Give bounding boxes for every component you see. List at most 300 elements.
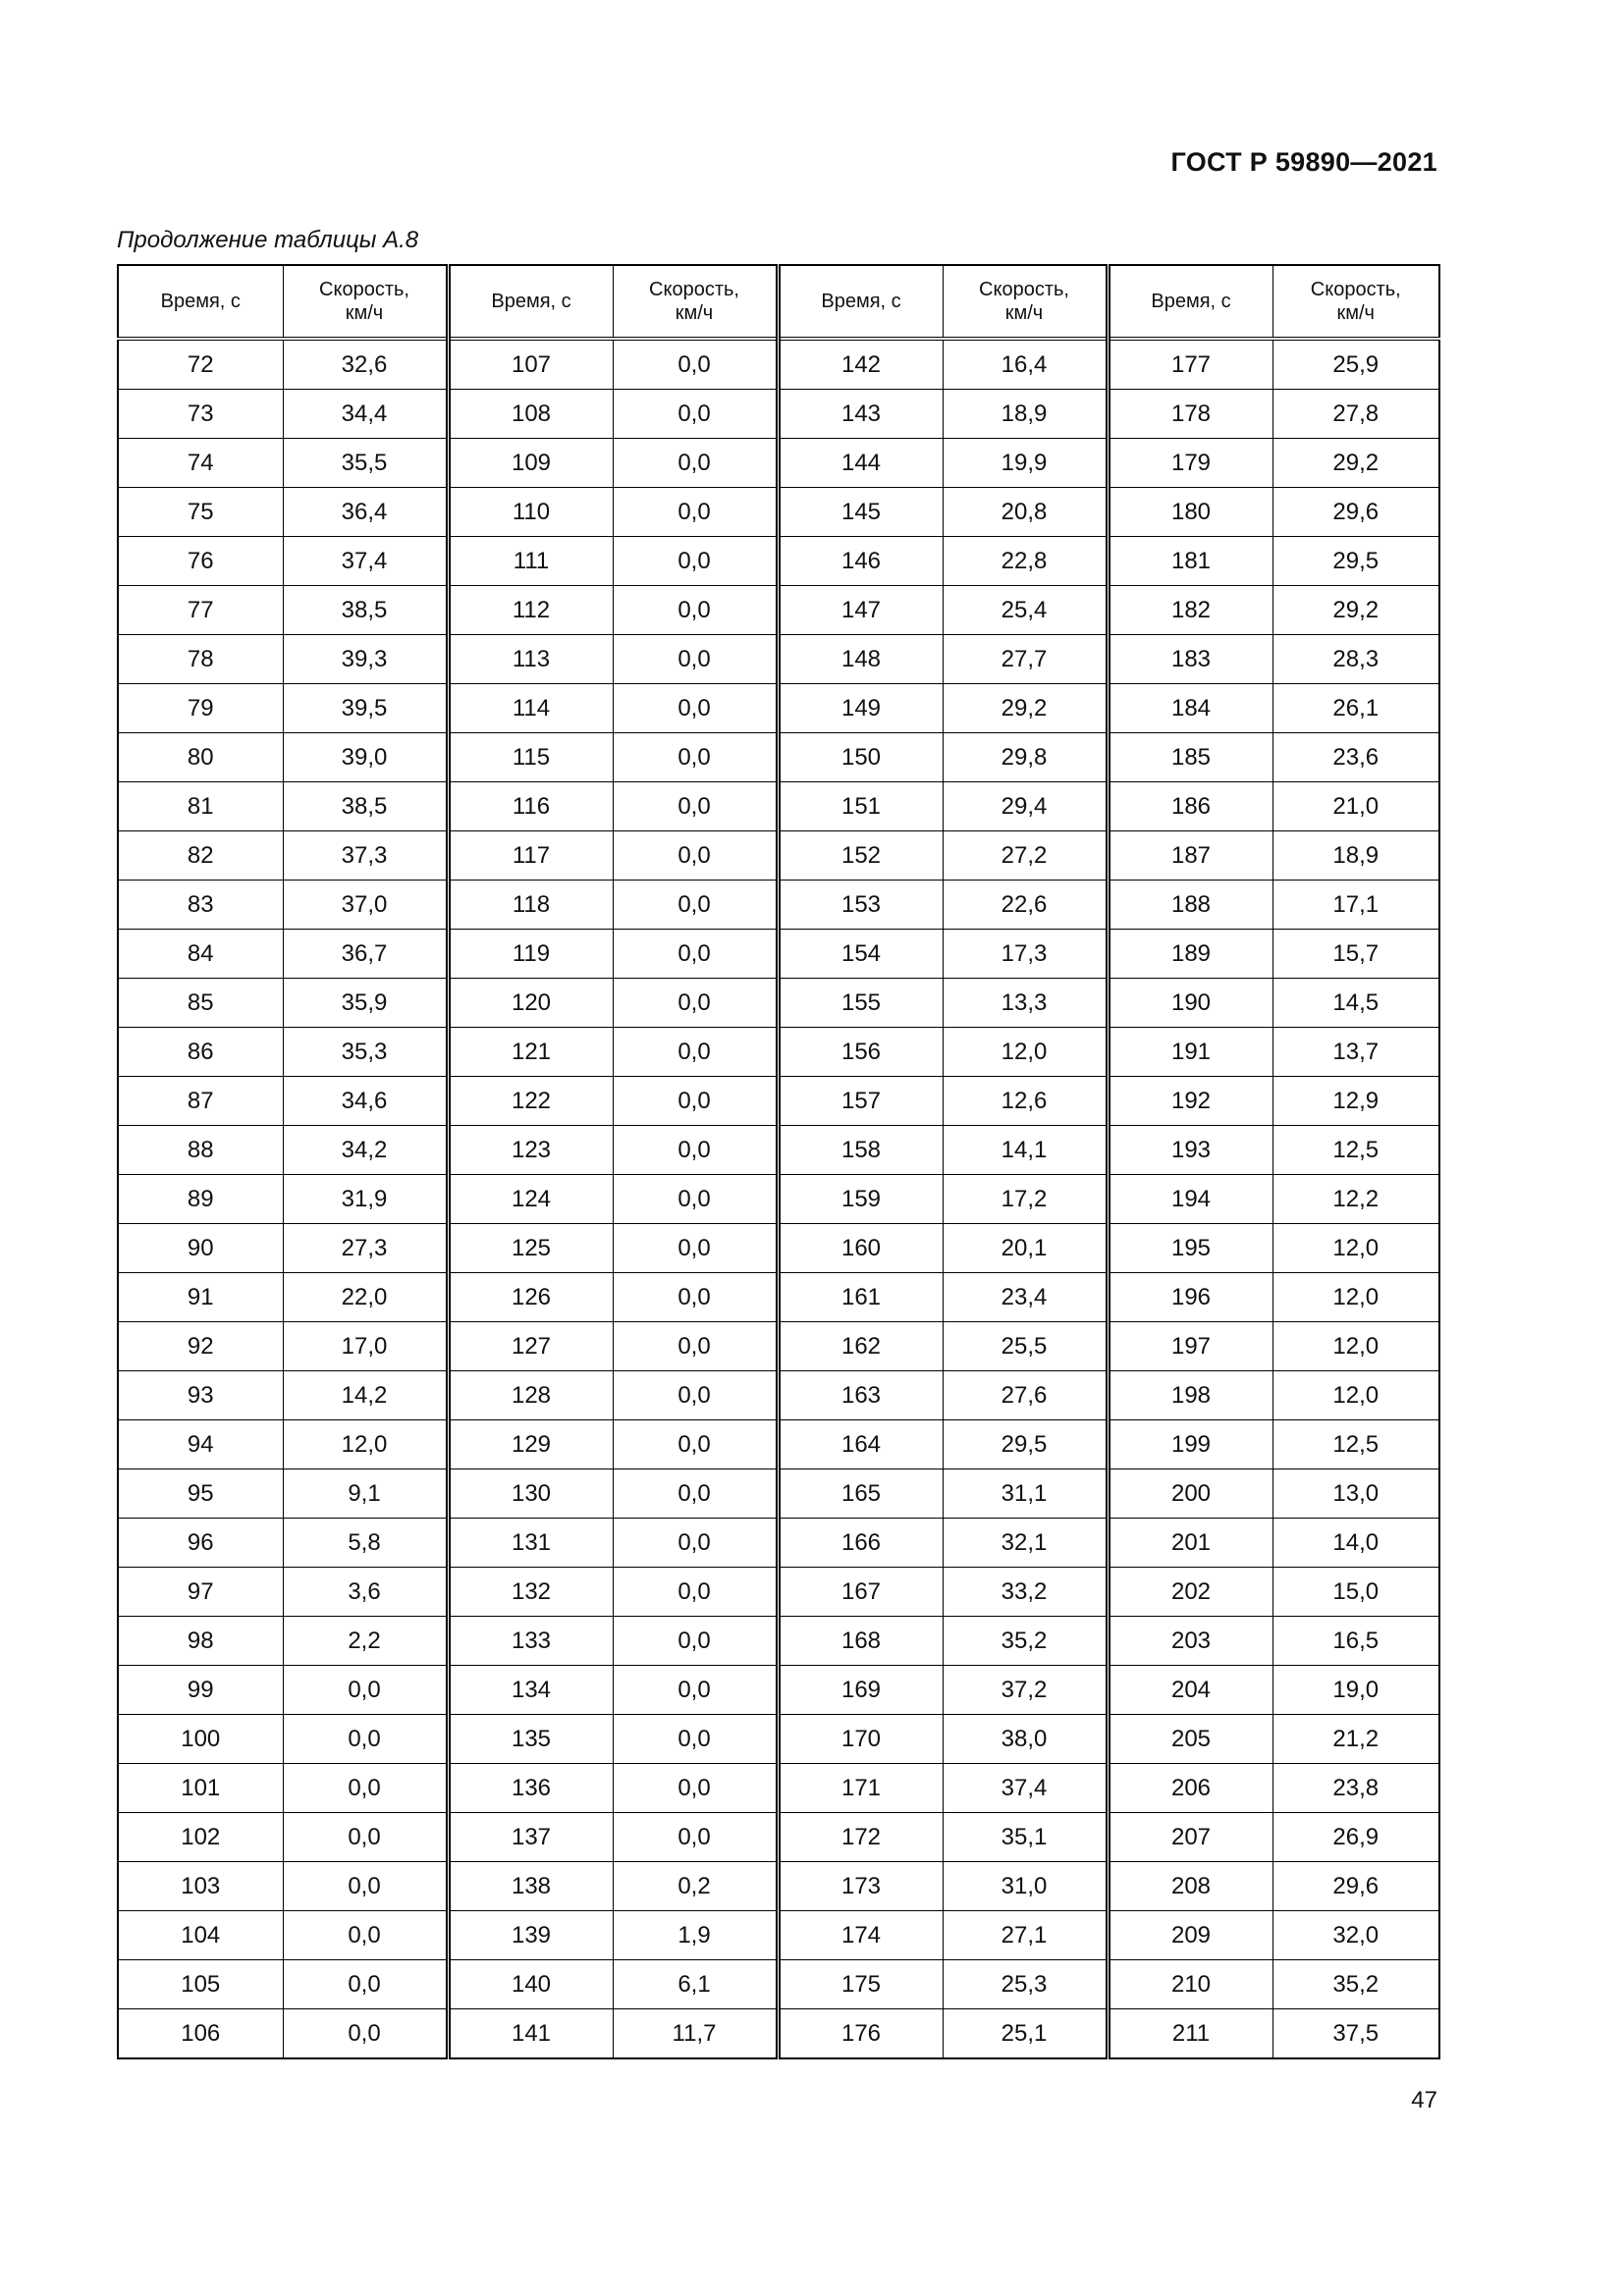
speed-cell: 0,0 (283, 1911, 448, 1960)
table-row (118, 1519, 1439, 1568)
time-cell: 125 (448, 1224, 613, 1273)
header-line: Скорость, (1310, 279, 1401, 300)
speed-cell: 12,0 (1272, 1273, 1439, 1322)
column-header-time: Время, с (778, 265, 943, 339)
time-cell: 90 (118, 1224, 283, 1273)
time-cell: 199 (1108, 1420, 1272, 1469)
table-row (118, 782, 1439, 831)
speed-cell: 29,2 (1272, 439, 1439, 488)
table-row (118, 930, 1439, 979)
time-cell: 137 (448, 1813, 613, 1862)
column-header-speed (283, 265, 448, 339)
table-row (118, 635, 1439, 684)
time-cell: 183 (1108, 635, 1272, 684)
time-cell: 88 (118, 1126, 283, 1175)
speed-cell: 37,5 (1272, 2009, 1439, 2059)
table-row (118, 979, 1439, 1028)
time-cell: 74 (118, 439, 283, 488)
time-cell: 159 (778, 1175, 943, 1224)
speed-cell: 0,0 (613, 782, 778, 831)
time-cell: 134 (448, 1666, 613, 1715)
speed-cell: 26,9 (1272, 1813, 1439, 1862)
speed-cell: 26,1 (1272, 684, 1439, 733)
time-cell: 182 (1108, 586, 1272, 635)
time-cell: 146 (778, 537, 943, 586)
table-row (118, 390, 1439, 439)
time-cell: 156 (778, 1028, 943, 1077)
speed-cell: 3,6 (283, 1568, 448, 1617)
time-cell: 152 (778, 831, 943, 881)
table-row (118, 439, 1439, 488)
speed-cell: 29,5 (943, 1420, 1108, 1469)
speed-cell: 17,3 (943, 930, 1108, 979)
speed-cell: 29,8 (943, 733, 1108, 782)
time-cell: 78 (118, 635, 283, 684)
time-cell: 94 (118, 1420, 283, 1469)
time-cell: 211 (1108, 2009, 1272, 2059)
time-cell: 197 (1108, 1322, 1272, 1371)
time-cell: 158 (778, 1126, 943, 1175)
time-cell: 181 (1108, 537, 1272, 586)
speed-cell: 25,1 (943, 2009, 1108, 2059)
speed-cell: 0,0 (613, 1273, 778, 1322)
speed-cell: 12,5 (1272, 1126, 1439, 1175)
speed-cell: 12,0 (1272, 1371, 1439, 1420)
time-cell: 135 (448, 1715, 613, 1764)
speed-cell: 35,3 (283, 1028, 448, 1077)
time-cell: 114 (448, 684, 613, 733)
time-cell: 117 (448, 831, 613, 881)
time-cell: 165 (778, 1469, 943, 1519)
time-cell: 133 (448, 1617, 613, 1666)
time-cell: 206 (1108, 1764, 1272, 1813)
time-cell: 179 (1108, 439, 1272, 488)
speed-time-table (117, 264, 1440, 2059)
time-cell: 193 (1108, 1126, 1272, 1175)
speed-cell: 29,5 (1272, 537, 1439, 586)
time-cell: 75 (118, 488, 283, 537)
speed-cell: 34,4 (283, 390, 448, 439)
time-cell: 122 (448, 1077, 613, 1126)
speed-cell: 36,4 (283, 488, 448, 537)
time-cell: 107 (448, 339, 613, 390)
speed-cell: 0,0 (283, 1862, 448, 1911)
speed-cell: 20,1 (943, 1224, 1108, 1273)
table-row (118, 1911, 1439, 1960)
speed-cell: 13,0 (1272, 1469, 1439, 1519)
header-unit: км/ч (675, 302, 714, 324)
speed-cell: 29,6 (1272, 488, 1439, 537)
time-cell: 148 (778, 635, 943, 684)
speed-cell: 0,0 (283, 1666, 448, 1715)
speed-cell: 39,3 (283, 635, 448, 684)
speed-cell: 9,1 (283, 1469, 448, 1519)
time-cell: 160 (778, 1224, 943, 1273)
speed-cell: 27,1 (943, 1911, 1108, 1960)
speed-cell: 0,0 (613, 979, 778, 1028)
speed-cell: 25,4 (943, 586, 1108, 635)
table-row (118, 537, 1439, 586)
speed-cell: 0,0 (613, 1028, 778, 1077)
speed-cell: 25,9 (1272, 339, 1439, 390)
time-cell: 174 (778, 1911, 943, 1960)
speed-cell: 18,9 (1272, 831, 1439, 881)
header-line: Скорость, (319, 279, 409, 300)
speed-cell: 17,0 (283, 1322, 448, 1371)
speed-cell: 16,5 (1272, 1617, 1439, 1666)
time-cell: 202 (1108, 1568, 1272, 1617)
speed-cell: 33,2 (943, 1568, 1108, 1617)
speed-cell: 13,7 (1272, 1028, 1439, 1077)
time-cell: 131 (448, 1519, 613, 1568)
header-unit: км/ч (345, 302, 384, 324)
speed-cell: 6,1 (613, 1960, 778, 2009)
speed-cell: 39,0 (283, 733, 448, 782)
table-row (118, 1617, 1439, 1666)
speed-cell: 35,2 (943, 1617, 1108, 1666)
speed-cell: 37,3 (283, 831, 448, 881)
speed-cell: 27,6 (943, 1371, 1108, 1420)
speed-cell: 14,1 (943, 1126, 1108, 1175)
table-row (118, 1175, 1439, 1224)
time-cell: 124 (448, 1175, 613, 1224)
speed-cell: 22,8 (943, 537, 1108, 586)
speed-cell: 35,2 (1272, 1960, 1439, 2009)
column-header-time: Время, с (118, 265, 283, 339)
time-cell: 162 (778, 1322, 943, 1371)
time-cell: 207 (1108, 1813, 1272, 1862)
time-cell: 201 (1108, 1519, 1272, 1568)
time-cell: 143 (778, 390, 943, 439)
time-cell: 120 (448, 979, 613, 1028)
speed-cell: 37,4 (943, 1764, 1108, 1813)
speed-cell: 12,0 (1272, 1224, 1439, 1273)
speed-cell: 38,5 (283, 586, 448, 635)
speed-cell: 0,0 (613, 1175, 778, 1224)
time-cell: 180 (1108, 488, 1272, 537)
time-cell: 132 (448, 1568, 613, 1617)
table-row (118, 1322, 1439, 1371)
time-cell: 208 (1108, 1862, 1272, 1911)
time-cell: 105 (118, 1960, 283, 2009)
time-cell: 72 (118, 339, 283, 390)
document-id: ГОСТ Р 59890—2021 (1170, 147, 1437, 177)
speed-cell: 12,9 (1272, 1077, 1439, 1126)
time-cell: 142 (778, 339, 943, 390)
page-number: 47 (1411, 2087, 1437, 2113)
time-cell: 154 (778, 930, 943, 979)
speed-cell: 0,0 (613, 488, 778, 537)
table-row (118, 881, 1439, 930)
time-cell: 83 (118, 881, 283, 930)
speed-cell: 0,0 (613, 537, 778, 586)
table-row (118, 1126, 1439, 1175)
column-header-speed (1272, 265, 1439, 339)
speed-cell: 18,9 (943, 390, 1108, 439)
speed-cell: 32,0 (1272, 1911, 1439, 1960)
time-cell: 164 (778, 1420, 943, 1469)
time-cell: 210 (1108, 1960, 1272, 2009)
time-cell: 103 (118, 1862, 283, 1911)
time-cell: 175 (778, 1960, 943, 2009)
speed-cell: 23,4 (943, 1273, 1108, 1322)
time-cell: 149 (778, 684, 943, 733)
time-cell: 198 (1108, 1371, 1272, 1420)
speed-cell: 29,4 (943, 782, 1108, 831)
time-cell: 140 (448, 1960, 613, 2009)
time-cell: 205 (1108, 1715, 1272, 1764)
time-cell: 121 (448, 1028, 613, 1077)
time-cell: 85 (118, 979, 283, 1028)
time-cell: 109 (448, 439, 613, 488)
speed-cell: 27,3 (283, 1224, 448, 1273)
table-row (118, 339, 1439, 390)
time-cell: 116 (448, 782, 613, 831)
time-cell: 96 (118, 1519, 283, 1568)
time-cell: 129 (448, 1420, 613, 1469)
column-header-time: Время, с (1108, 265, 1272, 339)
time-cell: 161 (778, 1273, 943, 1322)
time-cell: 102 (118, 1813, 283, 1862)
table-row (118, 1371, 1439, 1420)
speed-cell: 0,0 (613, 1764, 778, 1813)
speed-cell: 17,2 (943, 1175, 1108, 1224)
speed-cell: 12,2 (1272, 1175, 1439, 1224)
speed-cell: 21,0 (1272, 782, 1439, 831)
speed-cell: 12,0 (283, 1420, 448, 1469)
time-cell: 106 (118, 2009, 283, 2059)
time-cell: 191 (1108, 1028, 1272, 1077)
speed-cell: 32,1 (943, 1519, 1108, 1568)
speed-cell: 37,4 (283, 537, 448, 586)
time-cell: 84 (118, 930, 283, 979)
time-cell: 136 (448, 1764, 613, 1813)
speed-cell: 16,4 (943, 339, 1108, 390)
speed-cell: 31,1 (943, 1469, 1108, 1519)
table-row (118, 1028, 1439, 1077)
time-cell: 128 (448, 1371, 613, 1420)
table-row (118, 1077, 1439, 1126)
time-cell: 209 (1108, 1911, 1272, 1960)
time-cell: 141 (448, 2009, 613, 2059)
time-cell: 112 (448, 586, 613, 635)
speed-cell: 28,3 (1272, 635, 1439, 684)
speed-cell: 11,7 (613, 2009, 778, 2059)
speed-cell: 0,0 (613, 635, 778, 684)
time-cell: 77 (118, 586, 283, 635)
time-cell: 95 (118, 1469, 283, 1519)
speed-cell: 37,0 (283, 881, 448, 930)
time-cell: 190 (1108, 979, 1272, 1028)
time-cell: 147 (778, 586, 943, 635)
table-row (118, 1273, 1439, 1322)
header-line: Скорость, (649, 279, 739, 300)
time-cell: 186 (1108, 782, 1272, 831)
speed-cell: 37,2 (943, 1666, 1108, 1715)
table-row (118, 1224, 1439, 1273)
speed-cell: 34,6 (283, 1077, 448, 1126)
speed-cell: 14,5 (1272, 979, 1439, 1028)
time-cell: 192 (1108, 1077, 1272, 1126)
speed-cell: 22,6 (943, 881, 1108, 930)
time-cell: 100 (118, 1715, 283, 1764)
column-header-speed (943, 265, 1108, 339)
time-cell: 101 (118, 1764, 283, 1813)
table-row (118, 488, 1439, 537)
speed-cell: 0,0 (613, 1077, 778, 1126)
speed-cell: 36,7 (283, 930, 448, 979)
time-cell: 171 (778, 1764, 943, 1813)
time-cell: 195 (1108, 1224, 1272, 1273)
speed-cell: 32,6 (283, 339, 448, 390)
time-cell: 76 (118, 537, 283, 586)
speed-cell: 12,0 (1272, 1322, 1439, 1371)
speed-cell: 39,5 (283, 684, 448, 733)
speed-cell: 0,0 (613, 439, 778, 488)
speed-cell: 15,0 (1272, 1568, 1439, 1617)
time-cell: 185 (1108, 733, 1272, 782)
speed-cell: 0,0 (613, 390, 778, 439)
speed-cell: 0,0 (613, 1813, 778, 1862)
time-cell: 189 (1108, 930, 1272, 979)
table-row (118, 1420, 1439, 1469)
speed-cell: 12,0 (943, 1028, 1108, 1077)
time-cell: 173 (778, 1862, 943, 1911)
table-row (118, 1862, 1439, 1911)
speed-cell: 22,0 (283, 1273, 448, 1322)
speed-cell: 27,2 (943, 831, 1108, 881)
speed-cell: 0,0 (613, 930, 778, 979)
speed-cell: 5,8 (283, 1519, 448, 1568)
speed-cell: 0,0 (613, 1469, 778, 1519)
time-cell: 178 (1108, 390, 1272, 439)
speed-cell: 0,0 (283, 1960, 448, 2009)
time-cell: 150 (778, 733, 943, 782)
speed-cell: 35,5 (283, 439, 448, 488)
time-cell: 157 (778, 1077, 943, 1126)
time-cell: 110 (448, 488, 613, 537)
time-cell: 204 (1108, 1666, 1272, 1715)
table-row (118, 1469, 1439, 1519)
table-row (118, 1666, 1439, 1715)
time-cell: 80 (118, 733, 283, 782)
speed-cell: 0,0 (613, 339, 778, 390)
table-caption: Продолжение таблицы А.8 (117, 227, 419, 253)
time-cell: 126 (448, 1273, 613, 1322)
speed-cell: 0,0 (613, 1715, 778, 1764)
time-cell: 79 (118, 684, 283, 733)
table-header-row (118, 265, 1439, 339)
speed-cell: 0,0 (613, 1568, 778, 1617)
speed-cell: 0,0 (613, 733, 778, 782)
time-cell: 200 (1108, 1469, 1272, 1519)
time-cell: 98 (118, 1617, 283, 1666)
time-cell: 130 (448, 1469, 613, 1519)
speed-cell: 12,6 (943, 1077, 1108, 1126)
time-cell: 194 (1108, 1175, 1272, 1224)
time-cell: 167 (778, 1568, 943, 1617)
speed-cell: 0,2 (613, 1862, 778, 1911)
time-cell: 155 (778, 979, 943, 1028)
column-header-time: Время, с (448, 265, 613, 339)
speed-cell: 21,2 (1272, 1715, 1439, 1764)
time-cell: 177 (1108, 339, 1272, 390)
speed-cell: 31,9 (283, 1175, 448, 1224)
speed-cell: 0,0 (613, 1519, 778, 1568)
table-row (118, 831, 1439, 881)
time-cell: 144 (778, 439, 943, 488)
speed-cell: 0,0 (613, 586, 778, 635)
table-row (118, 586, 1439, 635)
speed-cell: 23,8 (1272, 1764, 1439, 1813)
time-cell: 93 (118, 1371, 283, 1420)
speed-cell: 0,0 (613, 684, 778, 733)
speed-cell: 0,0 (613, 1371, 778, 1420)
time-cell: 127 (448, 1322, 613, 1371)
speed-cell: 17,1 (1272, 881, 1439, 930)
speed-cell: 0,0 (283, 2009, 448, 2059)
speed-cell: 13,3 (943, 979, 1108, 1028)
speed-cell: 35,9 (283, 979, 448, 1028)
header-line: Скорость, (979, 279, 1069, 300)
table-body (118, 339, 1439, 2058)
speed-cell: 0,0 (613, 1420, 778, 1469)
time-cell: 176 (778, 2009, 943, 2059)
table-row (118, 733, 1439, 782)
time-cell: 89 (118, 1175, 283, 1224)
speed-cell: 14,2 (283, 1371, 448, 1420)
speed-cell: 0,0 (283, 1813, 448, 1862)
time-cell: 97 (118, 1568, 283, 1617)
time-cell: 187 (1108, 831, 1272, 881)
time-cell: 82 (118, 831, 283, 881)
speed-cell: 19,9 (943, 439, 1108, 488)
column-header-speed (613, 265, 778, 339)
speed-cell: 2,2 (283, 1617, 448, 1666)
speed-cell: 14,0 (1272, 1519, 1439, 1568)
speed-cell: 38,5 (283, 782, 448, 831)
time-cell: 188 (1108, 881, 1272, 930)
speed-cell: 0,0 (283, 1764, 448, 1813)
time-cell: 138 (448, 1862, 613, 1911)
time-cell: 118 (448, 881, 613, 930)
table-row (118, 1813, 1439, 1862)
time-cell: 87 (118, 1077, 283, 1126)
speed-cell: 0,0 (613, 1126, 778, 1175)
speed-cell: 0,0 (613, 1617, 778, 1666)
time-cell: 108 (448, 390, 613, 439)
time-cell: 73 (118, 390, 283, 439)
time-cell: 169 (778, 1666, 943, 1715)
table-row (118, 1960, 1439, 2009)
time-cell: 145 (778, 488, 943, 537)
speed-cell: 25,3 (943, 1960, 1108, 2009)
time-cell: 139 (448, 1911, 613, 1960)
table-row (118, 1568, 1439, 1617)
time-cell: 170 (778, 1715, 943, 1764)
speed-cell: 0,0 (613, 1224, 778, 1273)
time-cell: 91 (118, 1273, 283, 1322)
speed-cell: 35,1 (943, 1813, 1108, 1862)
time-cell: 111 (448, 537, 613, 586)
speed-cell: 0,0 (613, 881, 778, 930)
speed-cell: 29,2 (943, 684, 1108, 733)
speed-cell: 38,0 (943, 1715, 1108, 1764)
time-cell: 86 (118, 1028, 283, 1077)
time-cell: 166 (778, 1519, 943, 1568)
speed-cell: 0,0 (613, 831, 778, 881)
time-cell: 113 (448, 635, 613, 684)
